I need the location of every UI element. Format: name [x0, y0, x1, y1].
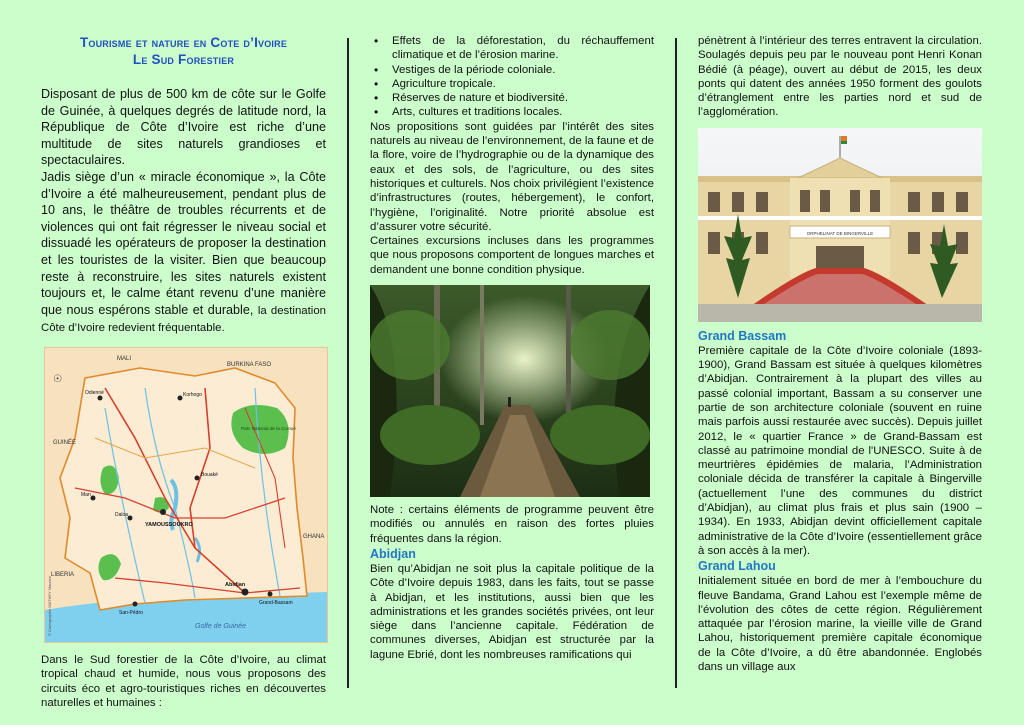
column-2 [370, 34, 654, 662]
label-comoe: Parc National de la Comoé [241, 425, 296, 431]
history-tail: la destination Côte d’Ivoire redevient fréquentable. [41, 304, 326, 335]
label-ghana: GHANA [303, 533, 325, 540]
map-copyright: © Cartographie MATHEY Maurice [47, 575, 52, 636]
compass-icon: ☉ [53, 373, 62, 385]
label-korhogo: Korhogo [183, 391, 202, 398]
label-sanpedro: San-Pédro [119, 609, 143, 616]
grand-lahou-paragraph: Initialement située en bord de mer à l’embouchure du fleuve Bandama, Grand Lahou est l’exemple même de l’évolution des côtes de cette région. Régulièrement attaquée par l’érosion marine, la vieille ville de Grand Lahou, historiquement première capitale économique de la Côte d’Ivoire, a dû être abandonnée. Englobés dans un village aux [698, 575, 982, 674]
label-guinee: GUINÉE [53, 439, 77, 446]
city-yamoussoukro [160, 509, 166, 515]
grand-bassam-paragraph: Première capitale de la Côte d’Ivoire coloniale (1893-1900), Grand Bassam est située à quelques kilomètres d’Abidjan. Contrairement à la plupart des villes au passé colonial important, Bassam a su conserver une partie de son architecture coloniale (souvent en ruine mais parfois aussi restaurée avec succès). Depuis juillet 2012, le « quartier France » de Grand-Bassam est classé au patrimoine mondial de l'UNESCO. Suite à de meurtrières épidémies de malaria, l’Administration coloniale décida de transférer la capitale à Bingerville (actuellement l’une des communes du district d’Abidjan), au climat plus frais et plus sain (1900 – 1934). En 1933, Abidjan devint officiellement capitale administrative de la Côte d’Ivoire (essentiellement grâce à son accès à la mer). [698, 344, 982, 557]
abidjan-continued-paragraph: pénètrent à l’intérieur des terres entravent la circulation. Soulagés depuis peu par le nouveau pont Henri Konan Bédié (à péage), ouvert au début de 2015, les deux ponts qui datent des années 1950 forment des goulots d’étranglement entre les parties nord et sud de l’agglomération. [698, 35, 982, 119]
city-grandbassam [268, 591, 273, 596]
list-item: • Vestiges de la période coloniale. [392, 63, 654, 77]
label-bouake: Bouaké [201, 471, 218, 478]
label-grandbassam: Grand-Bassam [259, 599, 293, 606]
history-paragraph [41, 169, 326, 337]
list-item: • Effets de la déforestation, du réchauffement climatique et de l’érosion marine. [392, 34, 654, 63]
city-daloa [128, 515, 133, 520]
label-burkina: BURKINA FASO [227, 361, 272, 368]
building-sign: ORPHELINAT DE BINGERVILLE [806, 230, 874, 236]
abidjan-paragraph: Bien qu’Abidjan ne soit plus la capitale politique de la Côte d’Ivoire depuis 1983, dans les faits, tout se passe à Abidjan, et les institutions, aussi bien que les administrations et les grandes sociétés privées, ont leur siège dans l’ancienne capitale. Fédération de communes diverses, Abidjan est structurée par la lagune Ebrié, dont les nombreuses ramifications qui [370, 562, 654, 661]
country-shape [60, 368, 307, 610]
column-divider-right [675, 38, 677, 688]
intro-paragraph: Disposant de plus de 500 km de côte sur le Golfe de Guinée, à quelques degrés de latitude nord, la République de Côte d’Ivoire est riche d’une multitude de sites naturels grandioses et spectaculaires. [41, 87, 326, 168]
column-1 [41, 34, 326, 710]
label-mali: MALI [117, 355, 132, 362]
excursions-paragraph: Certaines excursions incluses dans les programmes que nous proposons comportent de longues marches et demandent une bonne condition physique. [370, 235, 654, 276]
list-item: • Arts, cultures et traditions locales. [392, 105, 654, 119]
page-title: Tourisme et nature en Cote d’Ivoire [79, 35, 288, 50]
label-liberia: LIBERIA [51, 571, 75, 578]
column-divider-left [347, 38, 349, 688]
page-subtitle: Le Sud Forestier [132, 52, 235, 67]
label-man: Man [81, 491, 91, 498]
city-bouake [195, 475, 200, 480]
city-abidjan [242, 588, 249, 595]
city-odienne [98, 395, 103, 400]
section-heading-grand-lahou: Grand Lahou [698, 559, 776, 574]
building-photo [698, 128, 982, 322]
section-heading-abidjan: Abidjan [370, 546, 416, 561]
circuits-paragraph: Dans le Sud forestier de la Côte d’Ivoire, au climat tropical chaud et humide, nous vous proposons des circuits éco et agro-touristiques riches en découvertes naturelles et humaines : [41, 653, 326, 709]
city-korhogo [178, 395, 183, 400]
label-abidjan: Abidjan [225, 581, 246, 588]
history-main: Jadis siège d’un « miracle économique », la Côte d’Ivoire a été malheureusement, pendant plus de 10 ans, le théâtre de troubles récurrents et de violences qui ont fait régresser le niveau social et dissuadé les opérateurs de proposer la destination et les touristes de la visiter. Bien que beaucoup reste à reconstruire, les sites naturels existent toujours et, le calme étant revenu d’une manière que nous espérons stable et durable, [41, 169, 326, 317]
column-3 [698, 34, 982, 674]
list-item: • Réserves de nature et biodiversité. [392, 91, 654, 105]
label-yamoussoukro: YAMOUSSOUKRO [145, 521, 193, 528]
note-paragraph: Note : certains éléments de programme peuvent être modifiés ou annulés en raison des fortes pluies fréquentes dans la région. [370, 504, 654, 545]
label-daloa: Daloa [115, 511, 129, 518]
forest-photo [370, 285, 650, 497]
label-golfe: Golfe de Guinée [195, 622, 246, 630]
themes-list [370, 34, 654, 120]
map-cote-divoire [44, 347, 328, 643]
city-man [91, 495, 96, 500]
section-heading-grand-bassam: Grand Bassam [698, 328, 787, 343]
label-odienne: Odienné [85, 389, 104, 396]
map-graphic [45, 348, 327, 642]
city-sanpedro [133, 601, 138, 606]
list-item: • Agriculture tropicale. [392, 77, 654, 91]
proposals-paragraph: Nos propositions sont guidées par l’intérêt des sites naturels au niveau de l’environnement, de la faune et de la flore, voire de l’hydrographie ou de la dynamique des eaux et des sols, de l’agriculture, ou des sites historiques et culturels. Nos choix privilégient l’existence d’infrastructures (routes, hébergement), le confort, l’hygiène, l’originalité. Notre priorité absolue est d’assurer votre sécurité. [370, 120, 654, 233]
